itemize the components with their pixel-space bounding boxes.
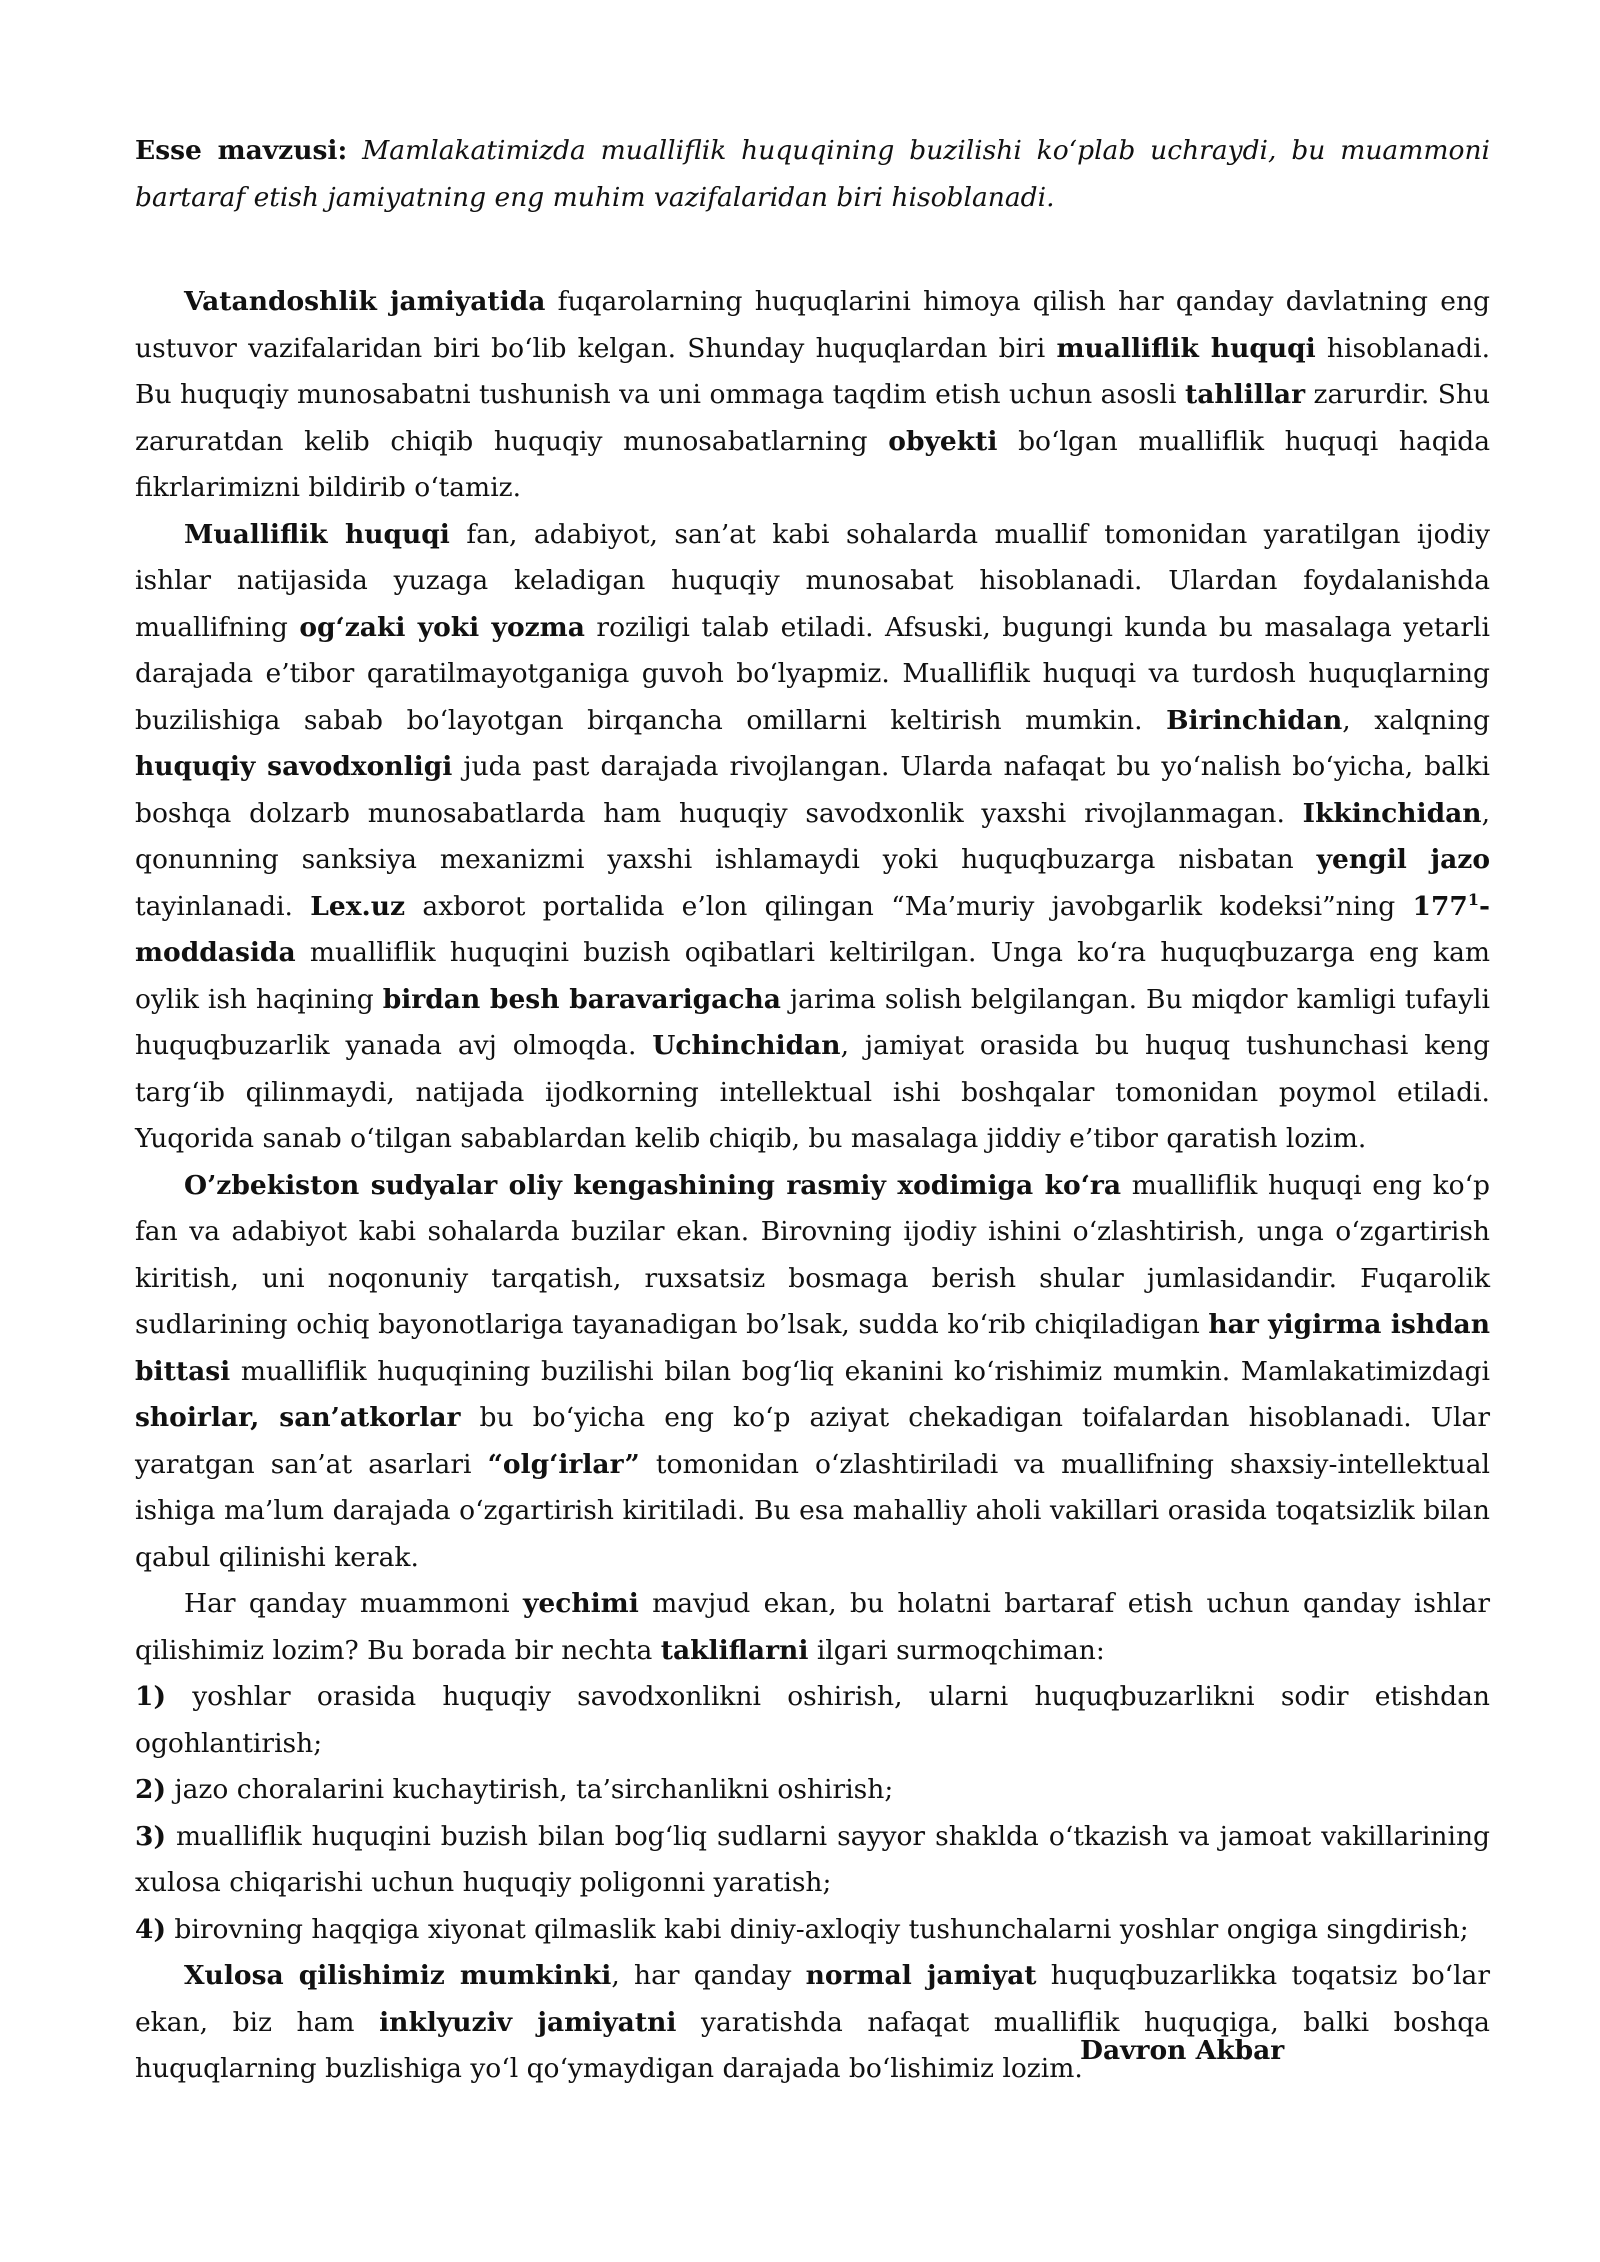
- paragraph-causes: [135, 512, 1490, 1163]
- bold-term: O’zbekiston sudyalar oliy kengashining rasmiy xodimiga ko‘ra: [184, 1169, 1122, 1201]
- bold-term: tahlillar: [1184, 379, 1306, 410]
- bold-term: Xulosa qilishimiz mumkinki: [184, 1960, 612, 1991]
- bold-term: og‘zaki yoki yozma: [299, 611, 585, 643]
- list-text: yoshlar orasida huquqiy savodxonlikni oshirish, ularni huquqbuzarlikni sodir etishdan ogohlantirish;: [135, 1681, 1490, 1759]
- paragraph-court-stats: [135, 1163, 1490, 1582]
- paragraph-text: mavjud ekan, bu holatni bartaraf etish uchun qanday ishlar qilishimiz lozim? Bu borada bir nechta: [135, 1588, 1490, 1666]
- paragraph-text: , qonunning sanksiya mexanizmi yaxshi ishlamaydi yoki huquqbuzarga nisbatan: [135, 797, 1490, 875]
- paragraph-conclusion: [135, 1953, 1490, 2093]
- bold-term: birdan besh baravarigacha: [382, 983, 781, 1015]
- bold-term: Mualliflik huquqi: [184, 518, 450, 550]
- bold-term: Vatandoshlik jamiyatida: [184, 286, 546, 317]
- paragraph-text: fan, adabiyot, san’at kabi sohalarda muallif tomonidan yaratilgan ijodiy ishlar natijasida yuzaga keladigan huquqiy munosabat hisoblanadi. Ulardan foydalanishda muallifning: [135, 518, 1490, 643]
- list-text: birovning haqqiga xiyonat qilmaslik kabi diniy-axloqiy tushunchalarni yoshlar ongiga singdirish;: [165, 1913, 1469, 1945]
- list-text: mualliflik huquqini buzish bilan bog‘liq sudlarni sayyor shaklda o‘tkazish va jamoat vakillarining xulosa chiqarishi uchun huquqiy poligonni yaratish;: [135, 1820, 1490, 1898]
- paragraph-text: , xalqning: [1342, 704, 1491, 736]
- paragraph-text: huquqbuzarlikka toqatsiz bo‘lar ekan, biz ham: [135, 1960, 1491, 2038]
- bold-term: Birinchidan: [1166, 704, 1343, 736]
- paragraph-text: , har qanday: [611, 1960, 806, 1991]
- bold-term: Ikkinchidan: [1302, 797, 1482, 829]
- list-item: [135, 1814, 1490, 1907]
- bold-term: shoirlar, san’atkorlar: [135, 1402, 461, 1433]
- paragraph-text: mualliflik huquqi eng ko‘p fan va adabiyot kabi sohalarda buzilar ekan. Birovning ijodiy ishini o‘zlashtirish, unga o‘zgartirish kiritish, uni noqonuniy tarqatish, ruxsatsiz bosmaga berish shular jumlasidandir. Fuqarolik sudlarining ochiq bayonotlariga tayanadigan bo’lsak, sudda ko‘rib chiqiladigan: [135, 1169, 1490, 1340]
- bold-term: mualliflik huquqi: [1056, 332, 1316, 364]
- paragraph-text: juda past darajada rivojlangan. Ularda nafaqat bu yo‘nalish bo‘yicha, balki boshqa dolzarb munosabatlarda ham huquqiy savodxonlik yaxshi rivojlanmagan.: [135, 751, 1490, 829]
- paragraph-text: jarima solish belgilangan. Bu miqdor kamligi tufayli huquqbuzarlik yanada avj olmoqda.: [135, 983, 1490, 1061]
- paragraph-intro: [135, 279, 1490, 512]
- paragraph-text: Har qanday muammoni: [184, 1588, 523, 1619]
- list-item: [135, 1674, 1490, 1767]
- paragraph-text: , jamiyat orasida bu huquq tushunchasi keng targ‘ib qilinmaydi, natijada ijodkorning intellektual ishi boshqalar tomonidan poymol etiladi. Yuqorida sanab o‘tilgan sabablardan kelib chiqib, bu masalaga jiddiy e’tibor qaratish lozim.: [135, 1030, 1491, 1154]
- list-number: 3): [135, 1820, 166, 1852]
- bold-term: huquqiy savodxonligi: [135, 751, 453, 782]
- list-item: [135, 1767, 1490, 1814]
- paragraph-text: mualliflik huquqining buzilishi bilan bog‘liq ekanini ko‘rishimiz mumkin. Mamlakatimizdagi: [230, 1355, 1490, 1387]
- bold-term: inklyuziv jamiyatni: [379, 2006, 677, 2038]
- bold-term: normal jamiyat: [805, 1960, 1037, 1991]
- article-number: 177: [1412, 890, 1468, 922]
- bold-term: yechimi: [522, 1588, 639, 1619]
- list-number: 2): [135, 1774, 166, 1805]
- article-superscript: 1: [1467, 889, 1479, 909]
- bold-term: obyekti: [888, 425, 998, 457]
- topic-label: Esse mavzusi:: [135, 135, 348, 166]
- paragraph-text: yaratishda nafaqat mualliflik huquqiga, balki boshqa huquqlarning buzlishiga yo‘l qo‘ymaydigan darajada bo‘lishimiz lozim.: [135, 2006, 1490, 2084]
- paragraph-text: axborot portalida e’lon qilingan “Ma’muriy javobgarlik kodeksi”ning: [405, 890, 1413, 922]
- bold-term: yengil jazo: [1316, 844, 1490, 875]
- paragraph-text: mualliflik huquqini buzish oqibatlari keltirilgan. Unga ko‘ra huquqbuzarga eng kam oylik ish haqining: [135, 937, 1490, 1015]
- paragraph-text: bo‘lgan mualliflik huquqi haqida fikrlarimizni bildirib o‘tamiz.: [135, 425, 1490, 503]
- essay-body: [135, 128, 1490, 2093]
- paragraph-text: tomonidan o‘zlashtiriladi va muallifning shaxsiy-intellektual ishiga ma’lum darajada o‘zgartirish kiritiladi. Bu esa mahalliy aholi vakillari orasida toqatsizlik bilan qabul qilinishi kerak.: [135, 1448, 1491, 1573]
- bold-term: Lex.uz: [310, 890, 406, 922]
- paragraph-text: zarurdir. Shu zaruratdan kelib chiqib huquqiy munosabatlarning: [135, 379, 1491, 457]
- bold-term: takliflarni: [660, 1634, 809, 1666]
- paragraph-text: fuqarolarning huquqlarini himoya qilish har qanday davlatning eng ustuvor vazifalaridan biri bo‘lib kelgan. Shunday huquqlardan biri: [135, 286, 1490, 364]
- author-signature: Davron Akbar: [1080, 2035, 1285, 2066]
- paragraph-text: tayinlanadi.: [135, 890, 311, 922]
- list-number: 1): [135, 1681, 166, 1712]
- list-number: 4): [135, 1913, 166, 1945]
- paragraph-solutions: [135, 1581, 1490, 1674]
- paragraph-text: bu bo‘yicha eng ko‘p aziyat chekadigan toifalardan hisoblanadi. Ular yaratgan san’at asarlari: [135, 1402, 1490, 1480]
- paragraph-text: roziligi talab etiladi. Afsuski, bugungi kunda bu masalaga yetarli darajada e’tibor qaratilmayotganiga guvoh bo‘lyapmiz. Mualliflik huquqi va turdosh huquqlarning buzilishiga sabab bo‘layotgan birqancha omillarni keltirish mumkin.: [135, 611, 1490, 736]
- topic-text: Mamlakatimizda mualliflik huquqining buzilishi ko‘plab uchraydi, bu muammoni bartaraf etish jamiyatning eng muhim vazifalaridan biri hisoblanadi.: [135, 135, 1490, 213]
- essay-topic: [135, 128, 1490, 221]
- paragraph-text: hisoblanadi. Bu huquqiy munosabatni tushunish va uni ommaga taqdim etish uchun asosli: [135, 332, 1490, 410]
- bold-term: Uchinchidan: [652, 1030, 841, 1061]
- paragraph-text: ilgari surmoqchiman:: [808, 1634, 1105, 1666]
- bold-term: “olg‘irlar”: [487, 1448, 640, 1480]
- bold-term: har yigirma ishdan bittasi: [135, 1309, 1490, 1387]
- list-item: [135, 1907, 1490, 1954]
- article-suffix: -moddasida: [135, 890, 1490, 968]
- list-text: jazo choralarini kuchaytirish, ta’sirchanlikni oshirish;: [165, 1774, 894, 1805]
